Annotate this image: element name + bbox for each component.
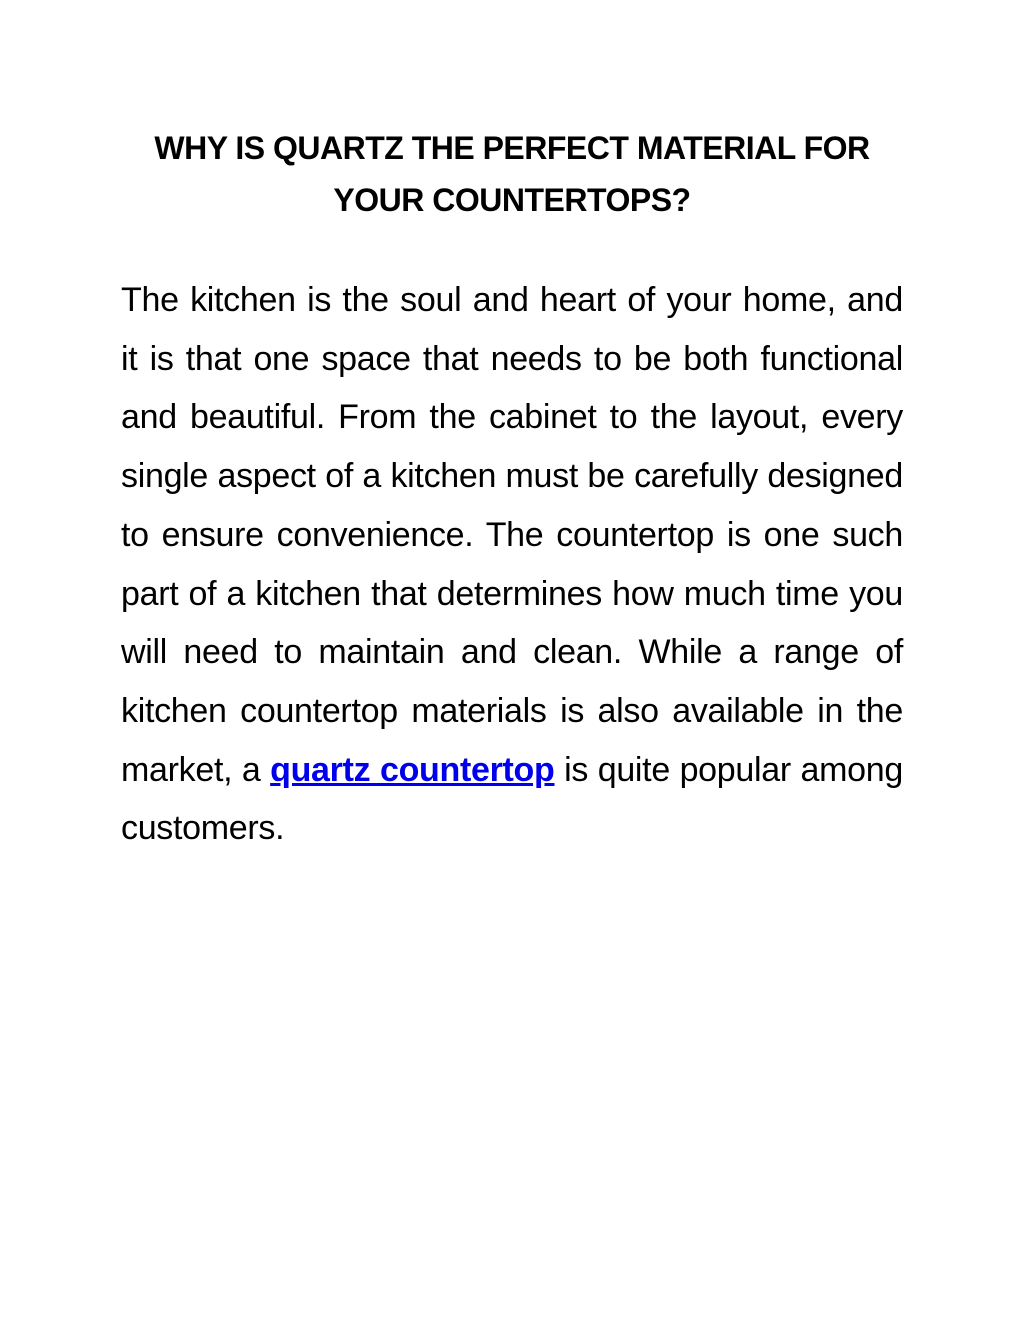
title-line-1: WHY IS QUARTZ THE PERFECT MATERIAL FOR (154, 130, 870, 166)
paragraph-text-before-link: The kitchen is the soul and heart of your home, and it is that one space that needs to be both functional and beautiful. From the cabinet to the layout, every single aspect of a kitchen must be carefully designed to ensure convenience. The countertop is one such part of a kitchen that determines how much time you will need to maintain and clean. While a range of kitchen countertop materials is also available in the market, a (121, 281, 903, 789)
title-line-2: YOUR COUNTERTOPS? (333, 182, 691, 218)
document-title (100, 122, 924, 226)
body-paragraph (121, 271, 903, 858)
quartz-countertop-link[interactable]: quartz countertop (270, 750, 555, 789)
paragraph-text-after-link: is quite popular among customers. (121, 750, 903, 848)
